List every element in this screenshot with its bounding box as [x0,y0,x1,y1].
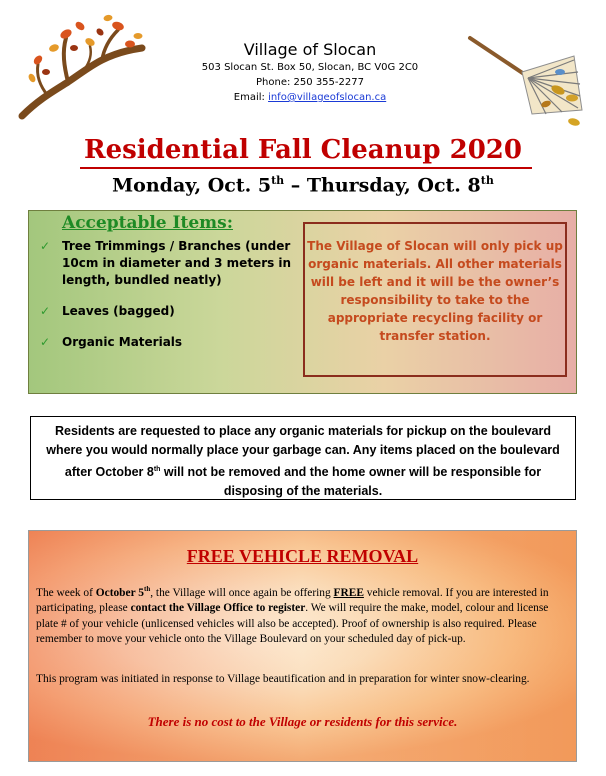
acceptable-items-heading: Acceptable Items: [62,213,233,233]
org-address: 503 Slocan St. Box 50, Slocan, BC V0G 2C0 [201,62,419,73]
list-item-text: Organic Materials [62,335,183,349]
email-label: Email: [233,92,269,103]
org-email-line [150,90,470,105]
text-run-sup: th [143,585,151,593]
leaf-rake-illustration [462,32,590,130]
vehicle-removal-paragraph-1 [36,582,571,648]
start-date: Monday, Oct. 5 [112,174,272,197]
vehicle-removal-heading: FREE VEHICLE REMOVAL [186,546,419,566]
org-phone: Phone: 250 355-2277 [256,77,364,88]
text-run: , the Village will once again be offering [150,586,334,599]
org-name: Village of Slocan [243,40,377,59]
residents-sup: th [153,466,161,473]
list-item [40,238,302,289]
autumn-tree-branch-illustration [18,8,148,120]
text-run: vehicle removal. If you are interested in participating, please [36,586,549,615]
date-separator: – [284,174,307,197]
residents-text-1: Residents are requested to place any organic materials for pickup on the boulevard where you would normally place your garbage can. Any items placed on the boulevard after October 8 [46,424,560,480]
start-date-sup: th [271,174,285,187]
check-icon: ✓ [40,304,51,318]
text-run-bold: contact the Village Office to register [130,602,306,615]
list-item [40,303,302,320]
event-dates [0,168,606,198]
text-run-bold-underline: FREE [333,586,364,599]
acceptable-items-list [40,238,302,351]
residents-instructions [40,422,566,501]
text-run: The week of [36,586,96,599]
vehicle-removal-footer: There is no cost to the Village or residents for this service. [147,714,458,729]
letterhead [150,40,470,105]
email-link[interactable]: info@villageofslocan.ca [268,92,387,103]
vehicle-removal-paragraph-2: This program was initiated in response to Village beautification and in preparation for winter snow-clearing. [36,673,530,685]
end-date-sup: th [480,174,494,187]
list-item-text: Tree Trimmings / Branches (under 10cm in diameter and 3 meters in length, bundled neatly) [62,239,292,287]
list-item [40,334,302,351]
text-run-bold: October 5 [95,586,144,599]
end-date: Thursday, Oct. 8 [306,174,481,197]
text-run: . We will require the make, model, colour and license plate # of your vehicle (unlicensed vehicles will also be accepted). Proof of ownership is also required. Please remember to move your vehicle onto the Village Boulevard on your scheduled day of pick-up. [36,602,549,646]
residents-text-2: will not be removed and the home owner will be responsible for disposing of the materials. [160,465,542,499]
organic-only-notice: The Village of Slocan will only pick up organic materials. All other materials will be left and it will be the owner’s responsibility to take to the appropriate recycling facility or transfer station. [307,239,563,343]
check-icon: ✓ [40,335,51,349]
check-icon: ✓ [40,239,51,253]
list-item-text: Leaves (bagged) [62,304,175,318]
page-title: Residential Fall Cleanup 2020 [83,135,522,165]
